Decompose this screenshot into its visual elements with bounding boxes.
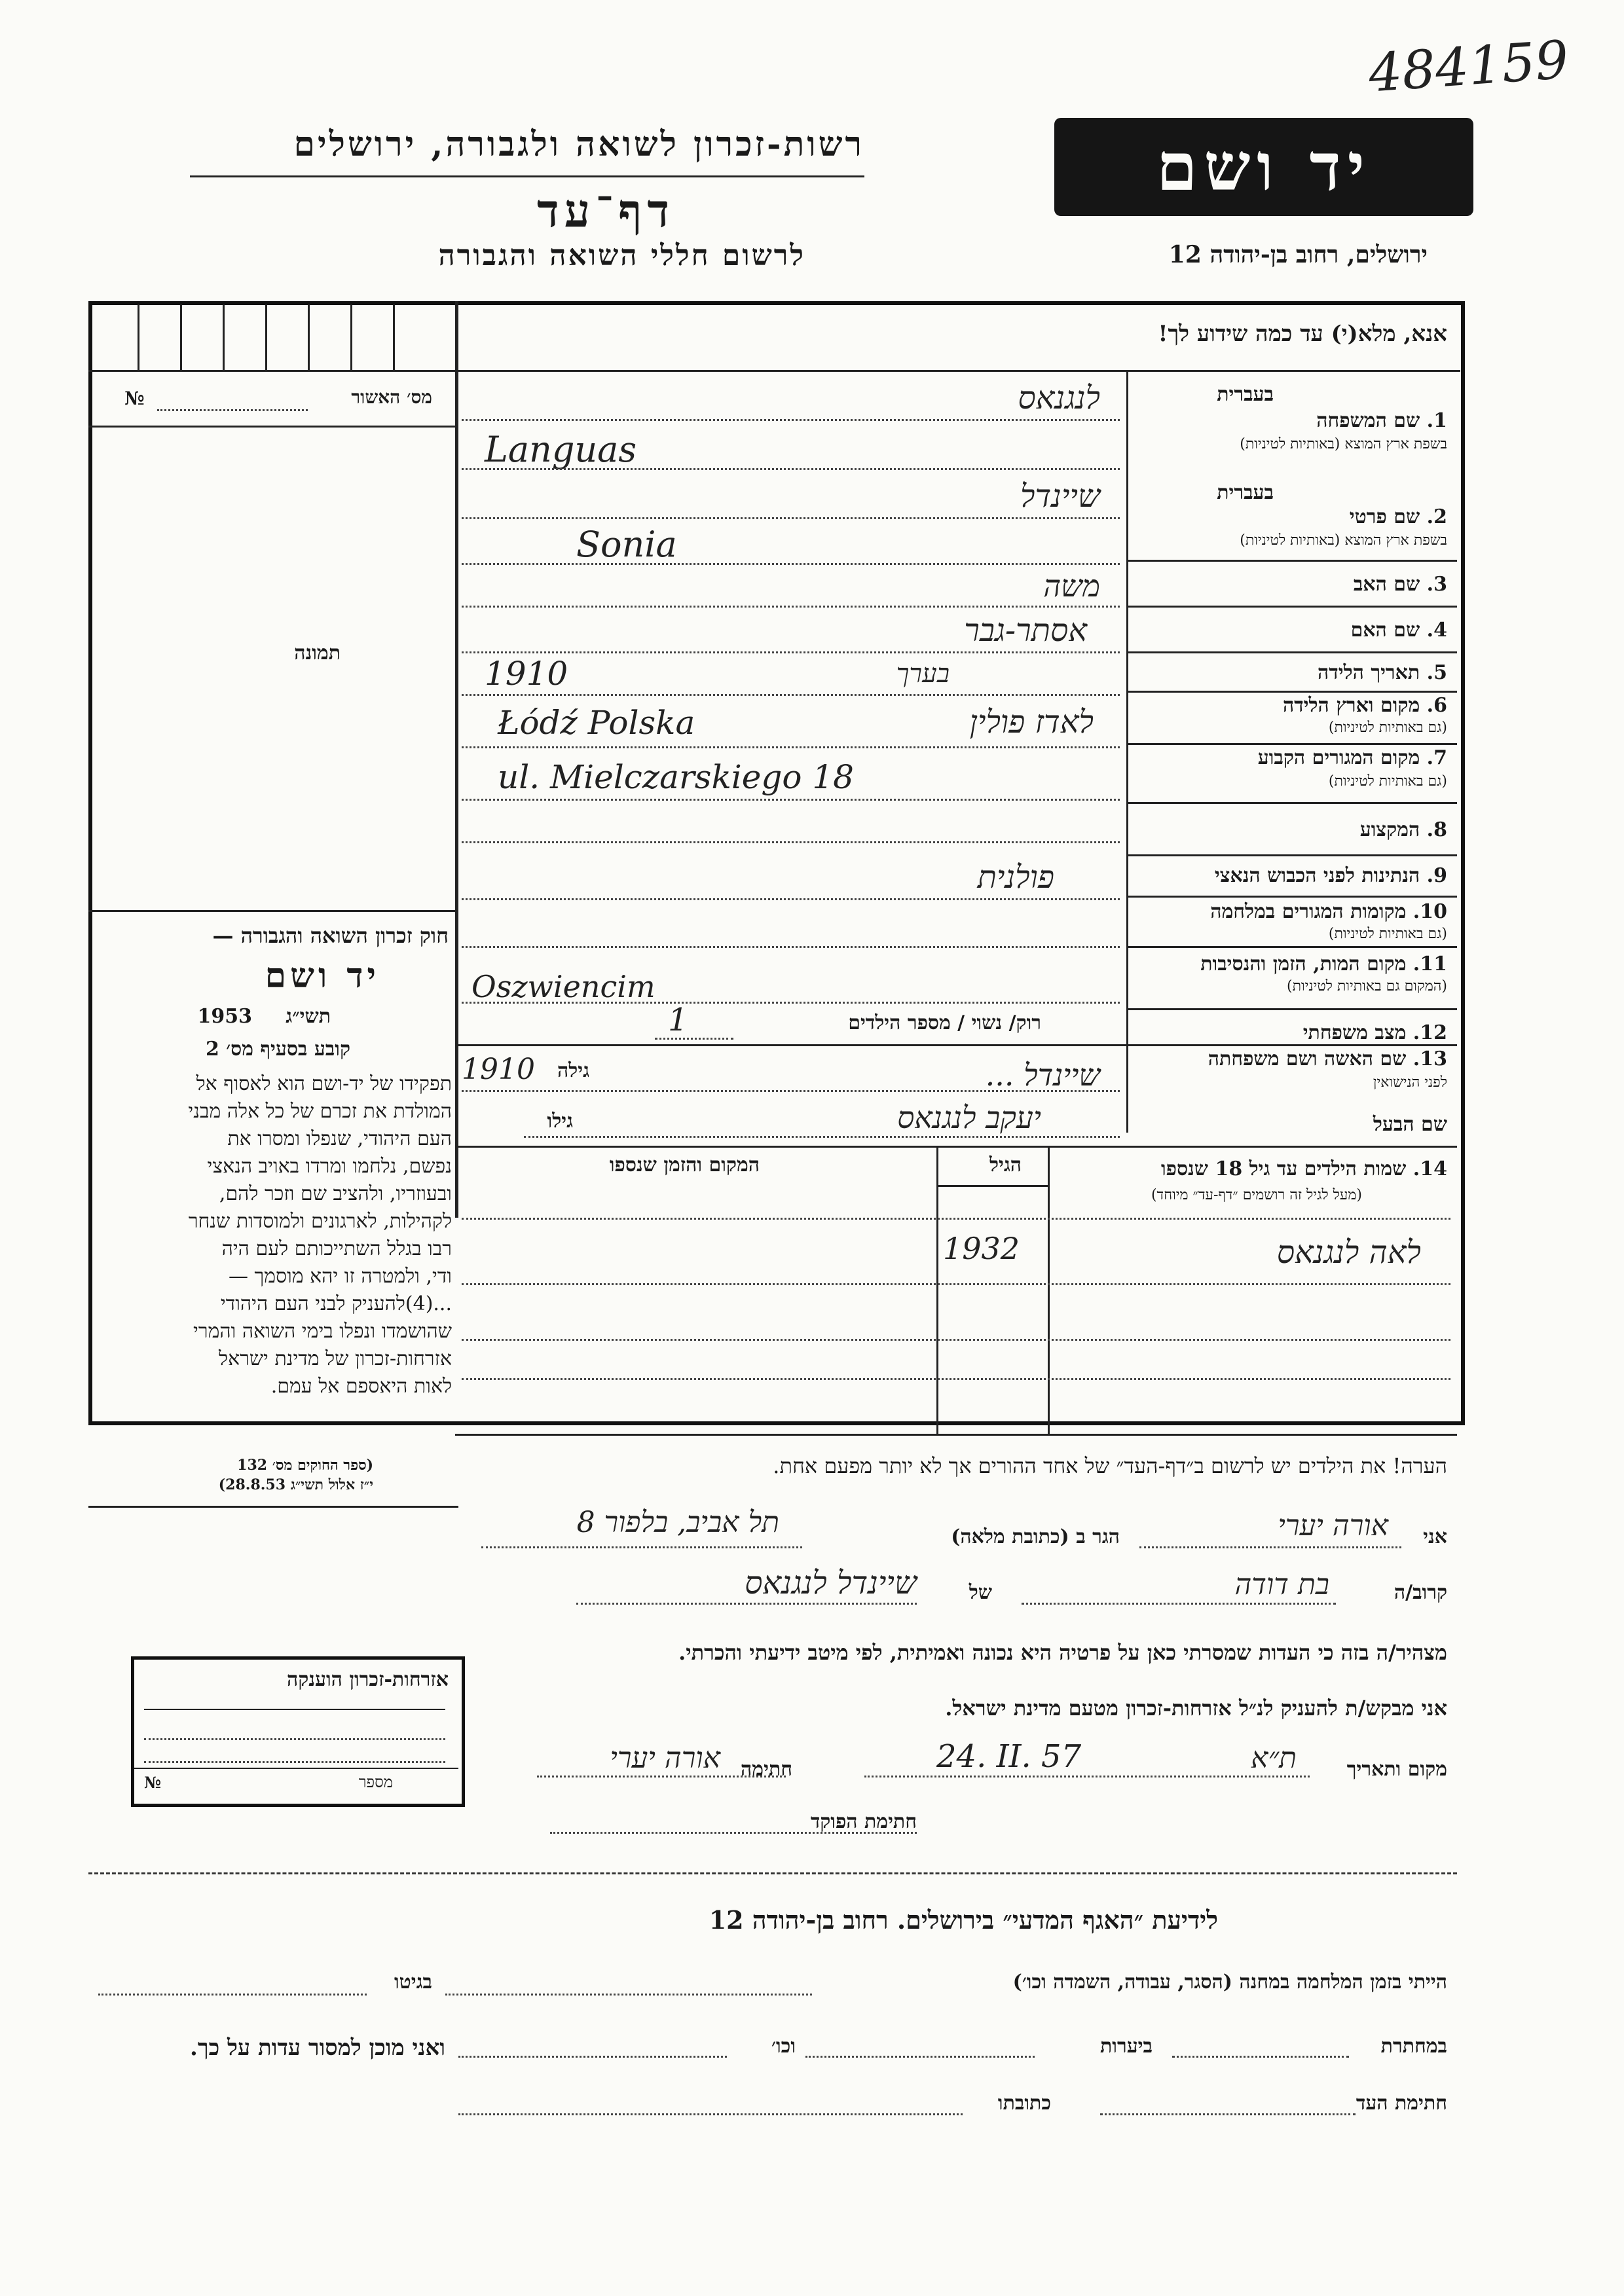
citizenship-line — [144, 1709, 445, 1710]
field-5-label: 5. תאריך הלידה — [1318, 661, 1447, 684]
declaration-i-am: אני — [1423, 1525, 1447, 1548]
field-line — [462, 468, 1120, 470]
field-9-label: 9. הנתינות לפני הכבוש הנאצי — [1214, 864, 1447, 887]
field-divider — [1126, 854, 1457, 856]
law-heading: חוק זכרון השואה והגבורה — — [212, 923, 449, 948]
field-6-sub: (גם באותיות לטיניות) — [1328, 720, 1447, 736]
field-13-age[interactable]: 1910 — [462, 1053, 535, 1086]
field-1-label: 1. שם המשפחה — [1316, 409, 1447, 432]
declarant-name[interactable]: אורה יערי — [1278, 1509, 1388, 1542]
document-number: 484159 — [1367, 29, 1571, 104]
field-line — [462, 746, 1120, 748]
bottom-line-1: הייתי בזמן המלחמה במחנה (הסגר, עבודה, השמדה וכו׳) — [1012, 1971, 1447, 1994]
citizenship-number-label: מספר — [358, 1773, 393, 1791]
law-body-line: המולדת את זכרם של כל אלה מבני — [188, 1100, 452, 1123]
field-line — [655, 1038, 733, 1040]
certificate-no-symbol: № — [124, 388, 145, 409]
field-line — [462, 841, 1120, 843]
field-6-hebrew-value[interactable]: לאדז פולין — [969, 704, 1094, 740]
declaration-statement: מצהיר/ה בזה כי העדות שמסרתי כאן על פרטיה היא נכונה ואמיתית, לפי מיטב ידיעתי והכרתי. — [678, 1640, 1447, 1665]
field-10-label: 10. מקומות המגורים במלחמה — [1210, 900, 1447, 923]
law-body-line: שהושמדו ונפלו בימי השואה והמרי — [193, 1320, 452, 1343]
field-10-sub: (גם באותיות לטיניות) — [1328, 926, 1447, 942]
field-6-value[interactable]: Łódź Polska — [498, 704, 695, 742]
field-divider — [1126, 560, 1457, 562]
declaration-line — [1022, 1603, 1336, 1605]
bottom-line — [458, 2113, 963, 2115]
declaration-line — [481, 1546, 802, 1548]
field-line — [462, 946, 1120, 948]
left-column-divider — [455, 301, 458, 1218]
children-header-line — [936, 1185, 1048, 1187]
date-value[interactable]: 24. II. 57 — [936, 1738, 1082, 1775]
law-body-line: ובעוזריו, ולהציב שם וזכר להם, — [219, 1182, 452, 1205]
form-subtitle: לרשום חללי השואה והגבורה — [438, 239, 805, 272]
child-age[interactable]: 1932 — [943, 1231, 1020, 1266]
declaration-line — [1139, 1546, 1401, 1548]
child-line — [462, 1378, 1450, 1380]
certificate-label: מס׳ האשור — [351, 386, 432, 408]
yad-vashem-logo — [1054, 118, 1473, 216]
bottom-line — [1172, 2056, 1349, 2058]
field-line — [462, 1090, 1120, 1092]
signature-label: חתימה — [741, 1758, 792, 1781]
checkbox-row-bottom — [88, 370, 458, 372]
declaration-request: אני מבקש/ת להעניק לנ״ל אזרחות-זכרון מטעם מדינת ישראל. — [945, 1696, 1447, 1721]
field-11-value[interactable]: Oszwiencim — [471, 969, 655, 1004]
field-2-sub: בשפת ארץ המוצא (באותיות לטיניות) — [1240, 532, 1447, 549]
photo-label: תמונה — [294, 642, 341, 665]
citizenship-number-symbol: № — [144, 1773, 162, 1792]
field-9-value[interactable]: פולנית — [977, 859, 1054, 896]
law-body-line: ...(4)להעניק לבני העם היהודי — [220, 1292, 452, 1315]
of-value[interactable]: שיינדל לנגנאס — [745, 1565, 917, 1601]
law-body-line: לאות היאספם אל עמם. — [270, 1375, 452, 1398]
forests-label: ביערות — [1099, 2035, 1153, 2058]
logo-text: יד ושם — [1156, 128, 1371, 206]
children-age-header: הגיל — [989, 1154, 1022, 1176]
ghetto-label: בגיטו — [394, 1971, 432, 1994]
field-13-value[interactable]: שיינדל ... — [985, 1057, 1100, 1093]
children-top-line — [455, 1146, 1457, 1148]
field-line — [462, 898, 1120, 900]
field-divider — [1126, 1008, 1457, 1010]
field-divider — [1126, 743, 1457, 745]
citizenship-line — [144, 1738, 445, 1740]
field-2-label: 2. שם פרטי — [1349, 505, 1447, 528]
field-2-heb-tag: בעברית — [1217, 481, 1274, 504]
child-line — [462, 1218, 1450, 1220]
field-divider — [1126, 651, 1457, 653]
children-place-header: המקום והזמן שנספו — [609, 1154, 760, 1176]
header-underline — [190, 175, 864, 177]
field-line — [462, 517, 1120, 519]
bottom-line — [445, 1994, 812, 1995]
citizenship-number-line — [134, 1768, 458, 1769]
field-1-heb-tag: בעברית — [1217, 383, 1274, 406]
checkbox-divider — [180, 304, 182, 370]
law-body-line: תפקידו של יד-ושם הוא לאסוף אל — [196, 1072, 452, 1095]
law-body-line: העם היהודי, שנפלו ומסרו את — [227, 1127, 452, 1150]
place-date-label: מקום ותאריך — [1346, 1758, 1447, 1781]
underground-label: במחתרת — [1380, 2035, 1447, 2058]
law-body-line: רבו בגלל השתייכותם לעם היה — [221, 1237, 452, 1260]
law-body — [88, 1070, 452, 1400]
field-1-hebrew-value[interactable]: לנגנאס — [1018, 380, 1100, 416]
declaration-line — [864, 1776, 1310, 1777]
officer-signature-label: חתימת הפוקד — [810, 1810, 917, 1833]
field-4-value[interactable]: אסתר-גבר — [964, 612, 1087, 649]
institution-name: רשות-זכרון לשואה ולגבורה, ירושלים — [293, 124, 864, 164]
child-line — [462, 1339, 1450, 1341]
declarant-address[interactable]: תל אביב, בלפור 8 — [576, 1506, 779, 1539]
field-3-label: 3. שם האב — [1353, 573, 1447, 596]
field-5-value[interactable]: 1910 — [485, 655, 568, 693]
signature-value[interactable]: אורה יערי — [610, 1741, 720, 1775]
etc-label: וכו׳ — [771, 2035, 796, 2058]
testimony-offer: ואני מוכן למסור עדות על כך. — [190, 2035, 445, 2061]
header-address: ירושלים, רחוב בן-יהודה 12 — [1168, 241, 1428, 268]
declaration-line — [550, 1832, 917, 1834]
field-6-label: 6. מקום וארץ הלידה — [1282, 694, 1447, 717]
witness-signature-label: חתימת העד — [1356, 2092, 1447, 2115]
field-line — [524, 1136, 1120, 1138]
field-line — [462, 694, 1120, 696]
children-col-divider — [936, 1146, 938, 1434]
field-divider — [1126, 802, 1457, 804]
bottom-line — [1100, 2113, 1356, 2115]
law-footnote-1: (ספר החוקים מס׳ 132 — [237, 1457, 373, 1474]
note-text: הערה! את הילדים יש לרשום ב״דף-העד״ של אחד ההורים אך לא יותר מפעם אחת. — [773, 1453, 1447, 1478]
child-line — [462, 1283, 1450, 1285]
bottom-line — [98, 1994, 367, 1995]
of-label: של — [969, 1581, 992, 1604]
checkbox-divider — [350, 304, 352, 370]
bottom-line — [458, 2056, 727, 2058]
field-line — [462, 563, 1120, 565]
field-11-label: 11. מקום המות, הזמן והנסיבות — [1200, 953, 1447, 975]
field-13-sub: לפני הנישואין — [1373, 1074, 1447, 1091]
checkbox-divider — [393, 304, 395, 370]
field-4-label: 4. שם האם — [1350, 619, 1447, 642]
children-label: 14. שמות הילדים עד גיל 18 שנספו — [1160, 1157, 1447, 1180]
field-divider — [455, 1044, 1457, 1046]
field-12-options: רוק/ נשוי / מספר הילדים — [848, 1011, 1041, 1034]
checkbox-divider — [138, 304, 139, 370]
field-11-sub: (המקום גם באותיות לטיניות) — [1287, 978, 1447, 994]
declaration-line — [537, 1776, 786, 1777]
field-13-label: 13. שם האשה ושם משפחתה — [1208, 1048, 1447, 1070]
field-line — [462, 651, 1120, 653]
field-1-latin-value[interactable]: Languas — [485, 429, 637, 470]
certificate-row-line — [88, 426, 458, 428]
instruction-row-line — [455, 370, 1460, 372]
husband-value[interactable]: יעקב לנגנאס — [897, 1100, 1041, 1135]
law-body-line: לקהילות, לארגונים ולמוסדות שנחר — [188, 1210, 452, 1233]
field-divider — [1126, 691, 1457, 693]
children-col-divider — [1048, 1146, 1050, 1434]
law-body-line: אזרחות-זכרון של מדינת ישראל — [219, 1347, 452, 1370]
law-year-heb: תשי״ג — [286, 1005, 331, 1028]
law-body-line: נפשם, נלחמו ומרדו באויב הנאצי — [207, 1155, 452, 1178]
law-body-line: ודי, ולמטרה זו יהא מוסמך — — [228, 1265, 452, 1288]
field-line — [462, 419, 1120, 421]
checkbox-divider — [265, 304, 267, 370]
label-column-divider — [1126, 370, 1128, 1133]
form-title: דף־עד — [536, 183, 674, 238]
citizenship-title: אזרחות-זכרון הוענקה — [286, 1668, 449, 1691]
law-footnote-2: י״ז אלול תשי״ג 28.8.53) — [218, 1476, 373, 1493]
law-name: יד ושם — [265, 956, 380, 996]
citizenship-line — [144, 1761, 445, 1763]
field-line — [462, 1002, 1120, 1004]
note-top-line — [455, 1434, 1457, 1436]
field-line — [462, 799, 1120, 801]
photo-area-bottom — [88, 910, 458, 912]
field-7-sub: (גם באותיות לטיניות) — [1328, 773, 1447, 790]
child-name[interactable]: לאה לנגנאס — [1276, 1234, 1421, 1271]
children-sub: (מעל לגיל זה רושמים ״דף-עד״ מיוחד) — [1151, 1187, 1362, 1203]
witness-address-label: כתובתו — [997, 2092, 1051, 2115]
field-2-latin-value[interactable]: Sonia — [576, 524, 677, 565]
field-divider — [1126, 896, 1457, 898]
field-2-hebrew-value[interactable]: שיינדל — [1020, 478, 1100, 515]
field-12-label: 12. מצב משפחתי — [1302, 1021, 1447, 1044]
field-divider — [1126, 946, 1457, 948]
checkbox-divider — [308, 304, 310, 370]
field-5-approx[interactable]: בערך — [896, 659, 950, 689]
declaration-line — [576, 1603, 917, 1605]
certificate-number-line — [157, 409, 308, 411]
relative-label: קרוב/ה — [1393, 1581, 1447, 1604]
field-1-sub: בשפת ארץ המוצא (באותיות לטיניות) — [1240, 436, 1447, 452]
law-clause: קובע בסעיף מס׳ 2 — [205, 1038, 350, 1061]
instruction-text: אנא, מלא(י) עד כמה שידוע לך! — [1158, 321, 1447, 347]
field-8-label: 8. המקצוע — [1359, 818, 1447, 841]
relation-value[interactable]: בת דודה — [1234, 1568, 1329, 1601]
field-13-age-label: גילה — [557, 1059, 589, 1082]
law-year-greg: 1953 — [197, 1005, 252, 1028]
lives-at-label: הגר ב (כתובת מלאה) — [951, 1525, 1120, 1548]
bottom-section-divider — [88, 1872, 1457, 1874]
husband-label: שם הבעל — [1373, 1113, 1447, 1136]
husband-age-label: גילו — [547, 1110, 573, 1133]
place-value[interactable]: ת״א — [1251, 1741, 1297, 1775]
bottom-title: לידיעת ״האגף המדעי״ בירושלים. רחוב בן-יהודה 12 — [709, 1905, 1218, 1935]
field-divider — [1126, 606, 1457, 608]
left-column-bottom — [88, 1506, 458, 1508]
field-7-label: 7. מקום המגורים הקבוע — [1257, 746, 1447, 769]
field-12-value[interactable]: 1 — [668, 1002, 688, 1038]
field-7-value[interactable]: ul. Mielczarskiego 18 — [498, 758, 854, 796]
bottom-line — [805, 2056, 1035, 2058]
checkbox-divider — [223, 304, 225, 370]
field-3-value[interactable]: משה — [1043, 568, 1100, 604]
field-line — [462, 606, 1120, 608]
